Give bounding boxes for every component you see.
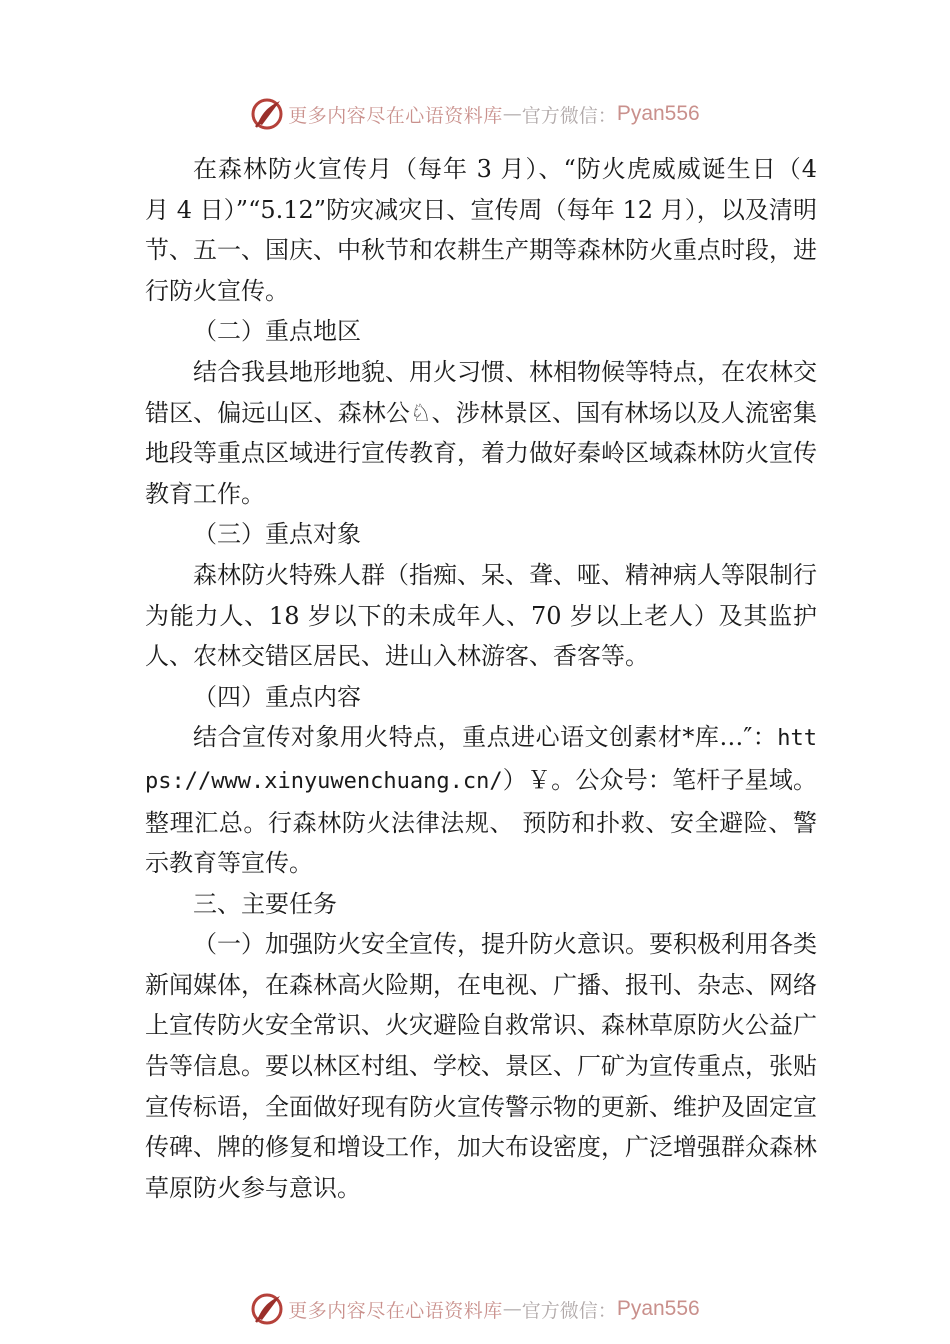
paragraph-task-one: （一）加强防火安全宣传，提升防火意识。要积极利用各类新闻媒体，在森林高火险期，在电视、广播、报刊、杂志、网络上宣传防火安全常识、火灾避险自救常识、森林草原防火公益广告等信息。要以林区村组、学校、景区、厂矿为宣传重点，张贴宣传标语，全面做好现有防火宣传警示物的更新、维护及固定宣传碑、牌的修复和增设工作，加大布设密度，广泛增强群众森林草原防火参与意识。 xyxy=(145,930,817,1202)
logo-icon xyxy=(250,1292,284,1326)
watermark-wechat-id: Pyan556 xyxy=(616,1297,700,1320)
paragraph-key-targets: 森林防火特殊人群（指痴、呆、聋、哑、精神病人等限制行为能力人、18 岁以下的未成年人、70 岁以上老人）及其监护人、农林交错区居民、进山入林游客、香客等。 xyxy=(145,560,817,671)
paragraph-key-content-before: 结合宣传对象用火特点，重点进心语文创素材*库…″： xyxy=(193,723,778,752)
heading-key-targets: （三）重点对象 xyxy=(193,520,361,549)
footer-watermark xyxy=(0,1289,950,1329)
heading-main-tasks: 三、主要任务 xyxy=(193,889,337,918)
watermark-separator: — xyxy=(502,1298,522,1320)
paragraph-key-areas: 结合我县地形地貌、用火习惯、林相物候等特点，在农林交错区、偏远山区、森林公♘、涉林景区、国有林场以及人流密集地段等重点区域进行宣传教育，着力做好秦岭区域森林防火宣传教育工作。 xyxy=(145,357,817,508)
website-link[interactable]: https://www.xinyuwenchuang.cn/ xyxy=(145,726,817,794)
watermark-label: 官方微信： xyxy=(521,104,617,127)
watermark-label: 官方微信： xyxy=(521,1299,617,1322)
header-watermark xyxy=(0,94,950,134)
heading-key-content: （四）重点内容 xyxy=(193,682,361,711)
watermark-main-text: 更多内容尽在心语资料库 xyxy=(288,104,503,127)
paragraph-key-content-after: ）￥。公众号：笔杆子星域。整理汇总。行森林防火法律法规、 预防和扑救、安全避险、警示教育等宣传。 xyxy=(145,765,817,878)
watermark-wechat-id: Pyan556 xyxy=(616,102,700,125)
paragraph-key-content xyxy=(145,717,817,883)
watermark-separator: — xyxy=(502,103,522,125)
logo-icon xyxy=(250,97,284,131)
document-body xyxy=(145,149,817,1208)
watermark-main-text: 更多内容尽在心语资料库 xyxy=(288,1299,503,1322)
paragraph-key-periods: 在森林防火宣传月（每年 3 月）、“防火虎威威诞生日（4 月 4 日）”“5.12”防灾减灾日、宣传周（每年 12 月），以及清明节、五一、国庆、中秋节和农耕生产期等森林防火重点时段，进行防火宣传。 xyxy=(145,155,817,305)
heading-key-areas: （二）重点地区 xyxy=(193,317,361,346)
